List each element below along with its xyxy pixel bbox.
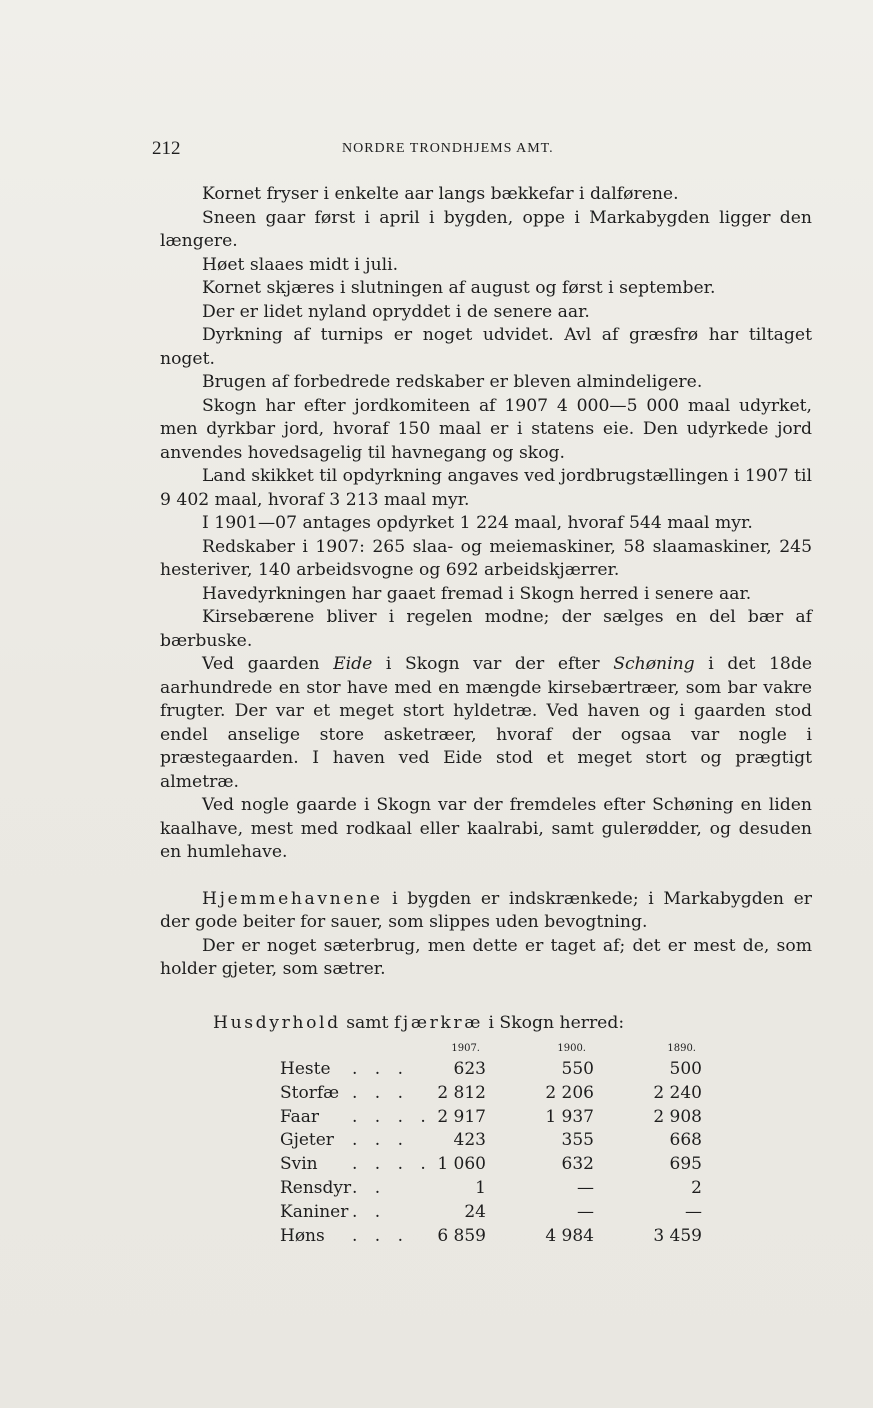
leader-dots: . . . (352, 1225, 410, 1246)
page-number: 212 (152, 138, 181, 159)
value-1890: 2 240 (653, 1082, 702, 1103)
body-text (160, 183, 812, 982)
year-header: 1900. (557, 1043, 586, 1054)
livestock-table (280, 1043, 720, 1249)
value-1907: 423 (453, 1130, 486, 1151)
value-1890: — (685, 1201, 702, 1222)
value-1907: 1 060 (437, 1154, 486, 1175)
paragraph: Høet slaaes midt i juli. (202, 254, 399, 275)
value-1890: 500 (669, 1059, 702, 1079)
paragraph: Brugen af forbedrede redskaber er bleven almindeligere. (202, 372, 703, 392)
value-1890: 695 (669, 1154, 702, 1175)
leader-dots: . . (352, 1177, 387, 1198)
value-1907: 1 (475, 1177, 486, 1198)
table-header-row (280, 1043, 720, 1059)
table-body (280, 1059, 720, 1249)
paragraph: Dyrkning af turnips er noget udvidet. Avl af græsfrø har tiltaget noget. (160, 325, 812, 369)
page-header (152, 138, 814, 162)
leader-dots: . . . . (352, 1106, 432, 1127)
eide-text-2: i Skogn var der efter (372, 654, 614, 674)
place-name-eide: Eide (333, 654, 373, 674)
paragraph: Kirsebærene bliver i regelen modne; der sælges en del bær af bærbuske. (160, 607, 812, 651)
table-title-text-1: samt (340, 1013, 394, 1033)
paragraph: Kornet fryser i enkelte aar langs bækkefar i dalførene. (202, 184, 679, 204)
value-1900: 632 (561, 1154, 594, 1175)
animal-label: Heste (280, 1059, 331, 1079)
table-title-word-2: fjærkræ (393, 1013, 483, 1033)
animal-label: Faar (280, 1106, 320, 1127)
table-row (280, 1154, 720, 1178)
value-1900: 2 206 (545, 1082, 594, 1103)
leader-dots: . . . . (352, 1154, 432, 1175)
leader-dots: . . . (352, 1130, 410, 1151)
animal-label: Gjeter (280, 1130, 334, 1151)
eide-text-3: i det 18de aarhundrede en stor have med en mængde kirsebærtræer, som bar vakre frugter. Der var et meget stort hyldetræ. Ved haven og i gaarden stod endel anselige store asketræer, hvoraf der ogsaa var nogle i præstegaarden. I haven ved Eide stod et meget stort og prægtigt almetræ. (160, 654, 813, 792)
value-1890: 3 459 (653, 1225, 702, 1246)
animal-label: Storfæ (280, 1082, 340, 1103)
running-title: NORDRE TRONDHJEMS AMT. (342, 141, 554, 156)
table-row (280, 1083, 720, 1107)
leader-dots: . . (352, 1201, 387, 1222)
year-header: 1890. (667, 1043, 696, 1054)
eide-paragraph (160, 653, 812, 794)
animal-label: Kaniner (280, 1201, 349, 1222)
paragraph: Der er lidet nyland opryddet i de senere aar. (202, 301, 590, 322)
value-1900: 1 937 (545, 1106, 594, 1127)
value-1890: 2 (691, 1177, 702, 1198)
value-1907: 24 (464, 1201, 486, 1222)
value-1900: 550 (561, 1059, 594, 1079)
author-name-schoning: Schøning (613, 654, 695, 674)
table-row (280, 1226, 720, 1250)
value-1900: 355 (561, 1130, 594, 1151)
saeter-paragraph: Der er noget sæterbrug, men dette er taget af; det er mest de, som holder gjeter, som sætrer. (160, 935, 812, 979)
value-1907: 623 (453, 1059, 486, 1079)
emphasized-word: Hjemmehavnene (202, 888, 383, 909)
havn-text: i bygden er indskrænkede; i Markabygden er der gode beiter for sauer, som slippes uden bevogtning. (160, 888, 812, 932)
value-1890: 668 (669, 1130, 702, 1151)
table-row (280, 1107, 720, 1131)
value-1890: 2 908 (653, 1106, 702, 1127)
paragraph: Kornet skjæres i slutningen af august og først i september. (202, 278, 716, 298)
table-title (213, 1013, 624, 1033)
leader-dots: . . . (352, 1059, 410, 1079)
animal-label: Rensdyr (280, 1177, 352, 1198)
value-1900: — (577, 1201, 594, 1222)
table-title-word-1: Husdyrhold (213, 1013, 341, 1033)
value-1907: 6 859 (437, 1225, 486, 1246)
table-title-text-2: i Skogn herred: (483, 1013, 625, 1033)
paragraph: I 1901—07 antages opdyrket 1 224 maal, hvoraf 544 maal myr. (202, 513, 753, 533)
eide-text-1: Ved gaarden (202, 654, 334, 674)
paragraph: Redskaber i 1907: 265 slaa- og meiemaskiner, 58 slaamaskiner, 245 hesteriver, 140 arbeidsvogne og 692 arbeidskjærrer. (160, 536, 812, 580)
value-1907: 2 812 (437, 1082, 486, 1103)
table-row (280, 1202, 720, 1226)
value-1900: — (577, 1177, 594, 1198)
value-1900: 4 984 (545, 1225, 594, 1246)
animal-label: Svin (280, 1154, 318, 1175)
paragraph: Sneen gaar først i april i bygden, oppe i Markabygden ligger den længere. (160, 207, 812, 251)
kaalhave-paragraph: Ved nogle gaarde i Skogn var der fremdeles efter Schøning en liden kaalhave, mest med rodkaal eller kaalrabi, samt gulerødder, og desuden en humlehave. (160, 795, 812, 862)
havn-paragraph (160, 888, 812, 935)
table-row (280, 1059, 720, 1083)
year-header: 1907. (451, 1043, 480, 1054)
leader-dots: . . . (352, 1082, 410, 1103)
paragraph: Land skikket til opdyrkning angaves ved jordbrugstællingen i 1907 til 9 402 maal, hvoraf 3 213 maal myr. (160, 466, 812, 510)
animal-label: Høns (280, 1225, 325, 1246)
table-row (280, 1178, 720, 1202)
paragraph: Havedyrkningen har gaaet fremad i Skogn herred i senere aar. (202, 583, 752, 604)
table-row (280, 1130, 720, 1154)
value-1907: 2 917 (437, 1106, 486, 1127)
paragraph: Skogn har efter jordkomiteen af 1907 4 000—5 000 maal udyrket, men dyrkbar jord, hvoraf 150 maal er i statens eie. Den udyrkede jord anvendes hovedsagelig til havnegang og skog. (160, 395, 812, 463)
